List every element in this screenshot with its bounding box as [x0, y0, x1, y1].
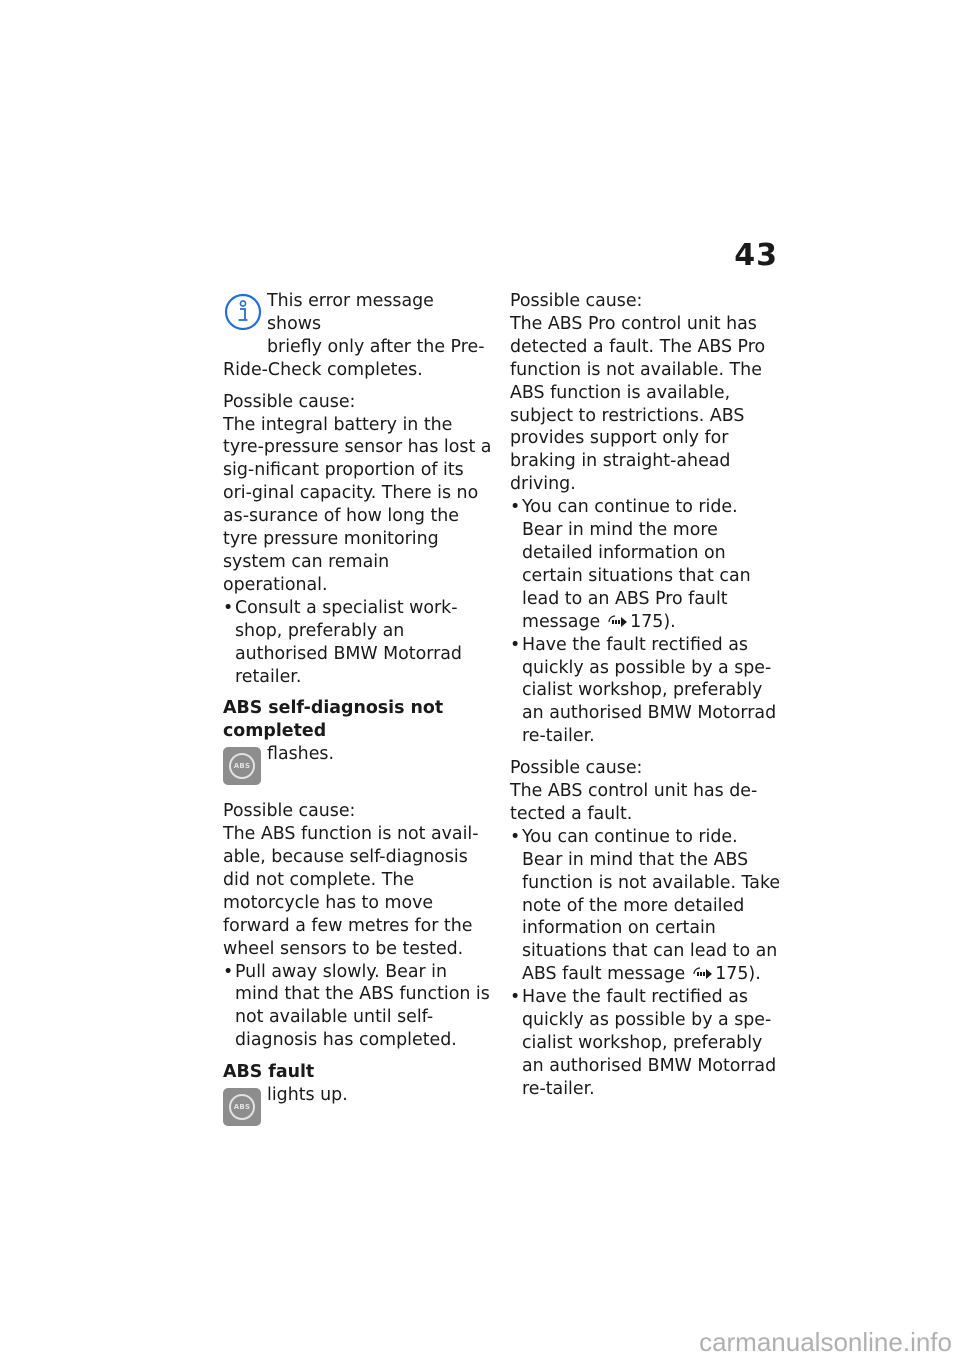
section-heading-abs-fault: ABS fault [223, 1062, 315, 1083]
abs-indicator-row [223, 1084, 493, 1132]
instruction-bullet: • Consult a specialist work-shop, preferably an authorised BMW Motorrad retailer. [223, 597, 493, 689]
possible-cause-label: Possible cause: [223, 801, 356, 822]
page-reference[interactable]: 175). [715, 964, 761, 985]
abs-warning-icon [223, 747, 261, 785]
abs-indicator-row [223, 743, 493, 791]
page-reference[interactable]: 175). [630, 611, 676, 632]
abs-icon-label: ABS [233, 762, 251, 771]
possible-cause-label: Possible cause: [223, 391, 356, 412]
instruction-bullet: • Have the fault rectified as quickly as possible by a spe-cialist workshop, preferably an authorised BMW Motorrad re-tailer. [510, 986, 782, 1101]
possible-cause-label: Possible cause: [510, 758, 643, 779]
page-reference-icon [608, 615, 628, 629]
abs-icon-label: ABS [233, 1103, 251, 1112]
possible-cause-text: The ABS Pro control unit has detected a fault. The ABS Pro function is not available. The ABS function is available, subject to restrictions. ABS provides support only for braking in straight-ahead driving. [510, 313, 766, 495]
left-column [223, 290, 493, 1132]
section-heading-abs-self-diagnosis: ABS self-diagnosis not completed [223, 698, 444, 742]
abs-warning-icon [223, 1088, 261, 1126]
bullet-text: You can continue to ride. Bear in mind that the ABS function is not available. Take note of the more detailed information on certain situations that can lead to an ABS fault message [522, 826, 781, 985]
watermark: carmanualsonline.info [699, 1327, 952, 1357]
instruction-bullet [510, 496, 782, 633]
possible-cause-label: Possible cause: [510, 291, 643, 311]
possible-cause-text: The integral battery in the tyre-pressure sensor has lost a sig-nificant proportion of its ori-ginal capacity. There is no as-surance of how long the tyre pressure monitoring system can remain operational. [223, 414, 492, 595]
info-note-line2: briefly only after the Pre- [267, 336, 485, 357]
possible-cause-text: The ABS function is not avail-able, because self-diagnosis did not complete. The motorcycle has to move forward a few metres for the wheel sensors to be tested. [223, 824, 479, 959]
indicator-state-text: lights up. [267, 1085, 348, 1106]
page-number: 43 [734, 238, 778, 273]
info-note [223, 290, 493, 359]
page-reference-icon [693, 967, 713, 981]
instruction-bullet: • Pull away slowly. Bear in mind that the ABS function is not available until self-diagnosis has completed. [223, 961, 493, 1053]
info-icon [223, 292, 263, 336]
possible-cause-text: The ABS control unit has de-tected a fault. [510, 781, 758, 824]
info-note-rest: Ride-Check completes. [223, 359, 423, 380]
right-column [510, 290, 782, 1101]
indicator-state-text: flashes. [267, 744, 334, 765]
instruction-bullet [510, 826, 782, 986]
instruction-bullet: • Have the fault rectified as quickly as possible by a spe-cialist workshop, preferably an authorised BMW Motorrad re-tailer. [510, 634, 782, 749]
info-note-line1: This error message shows [267, 291, 434, 334]
bullet-text: You can continue to ride. Bear in mind the more detailed information on certain situations that can lead to an ABS Pro fault message [522, 497, 751, 632]
